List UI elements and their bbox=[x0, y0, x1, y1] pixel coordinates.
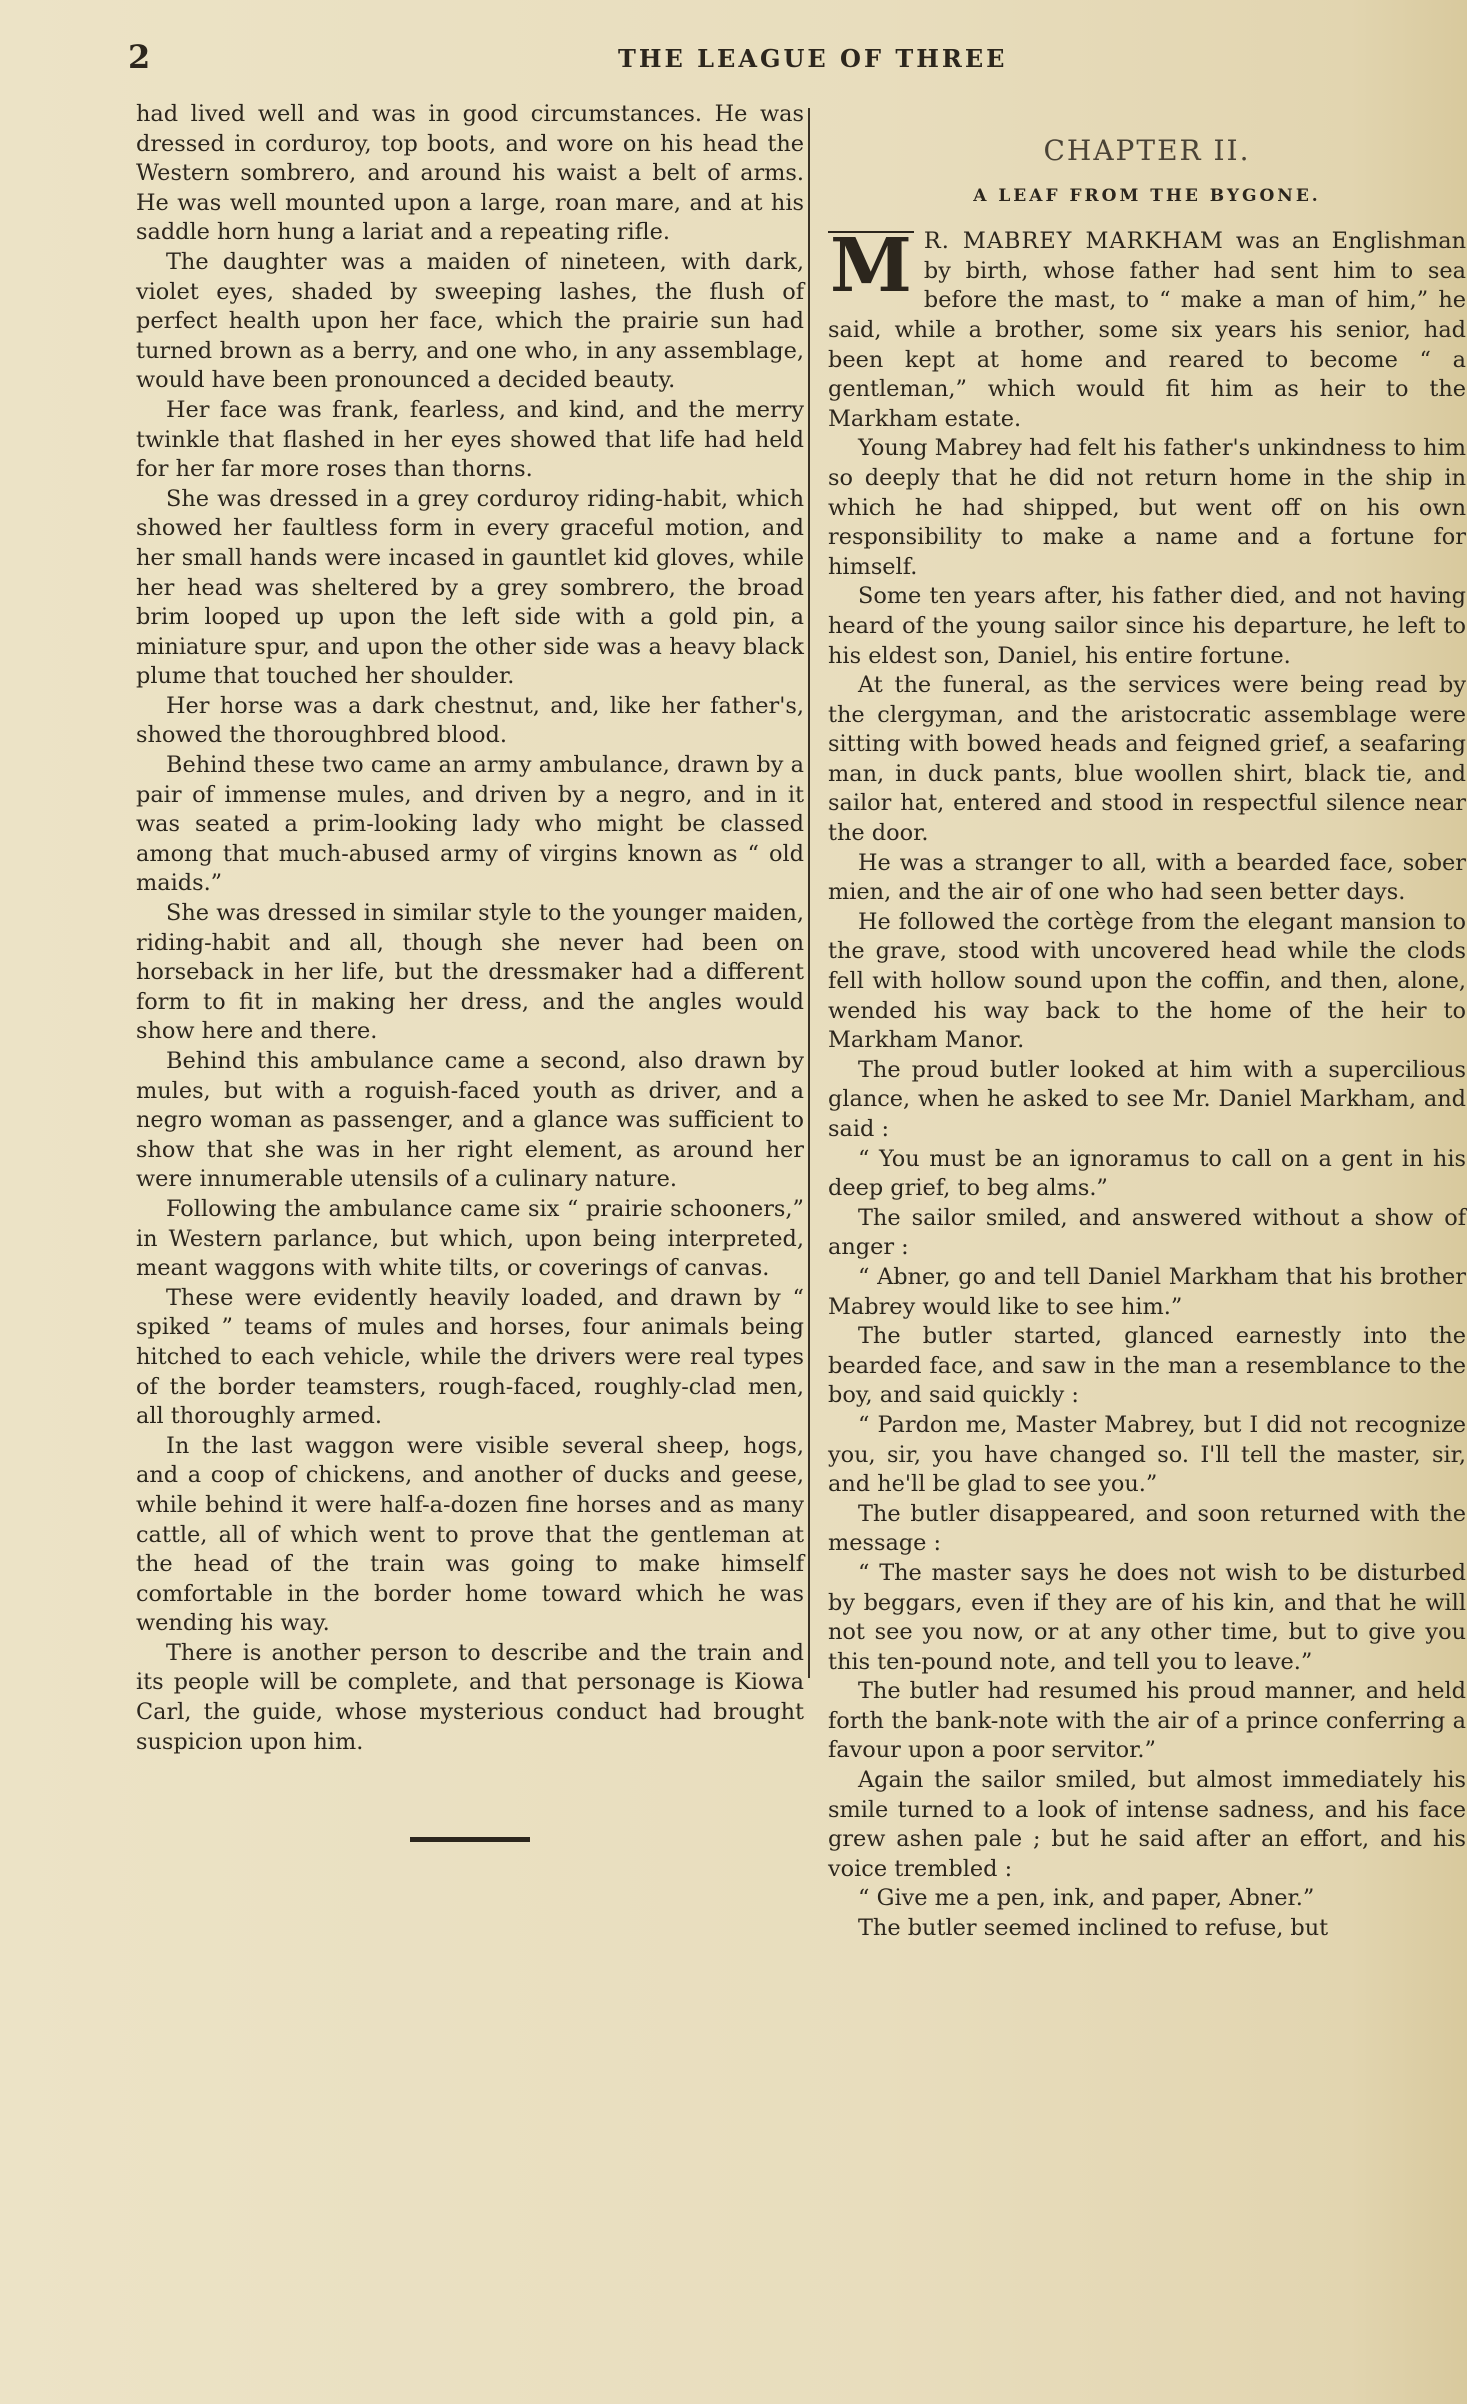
paragraph: She was dressed in a grey corduroy riding-habit, which showed her faultless form in every graceful motion, and her small hands were incased in gauntlet kid gloves, while her head was sheltered by a grey sombrero, the broad brim looped up upon the left side with a gold pin, a miniature spur, and upon the other side was a heavy black plume that touched her shoulder. bbox=[136, 485, 804, 690]
paragraph: Some ten years after, his father died, and not having heard of the young sailor since his departure, he left to his eldest son, Daniel, his entire fortune. bbox=[828, 583, 1466, 669]
page-number: 2 bbox=[128, 38, 151, 76]
paragraph: “ Give me a pen, ink, and paper, Abner.” bbox=[858, 1885, 1315, 1912]
paragraph: The daughter was a maiden of nineteen, with dark, violet eyes, shaded by sweeping lashes, the flush of perfect health upon her face, which the prairie sun had turned brown as a berry, and one who, in any assemblage, would have been pronounced a decided beauty. bbox=[136, 248, 804, 394]
paragraph: There is another person to describe and the train and its people will be complete, and that personage is Kiowa Carl, the guide, whose mysterious conduct had brought suspicion upon him. bbox=[136, 1639, 804, 1755]
paragraph: He followed the cortège from the elegant mansion to the grave, stood with uncovered head while the clods fell with hollow sound upon the coffin, and then, alone, wended his way back to the home of the heir to Markham Manor. bbox=[828, 908, 1466, 1054]
page-header bbox=[128, 38, 1428, 78]
section-end-rule bbox=[410, 1837, 530, 1842]
paragraph: The sailor smiled, and answered without a show of anger : bbox=[828, 1204, 1466, 1261]
chapter-subtitle: A LEAF FROM THE BYGONE. bbox=[973, 185, 1321, 206]
paragraph: Her face was frank, fearless, and kind, and the merry twinkle that flashed in her eyes showed that life had held for her far more roses than thorns. bbox=[136, 396, 804, 483]
paragraph: The butler seemed inclined to refuse, but bbox=[858, 1915, 1329, 1942]
paragraph: Following the ambulance came six “ prairie schooners,” in Western parlance, but which, upon being interpreted, meant waggons with white tilts, or coverings of canvas. bbox=[136, 1195, 804, 1282]
opening-text: was an Englishman by birth, whose father had sent him to sea before the mast, to “ make a man of him,” he said, while a brother, some six years his senior, had been kept at home and reared to become “ a gentleman,” which would fit him as heir to the Markham estate. bbox=[828, 228, 1466, 432]
running-title: THE LEAGUE OF THREE bbox=[618, 44, 1008, 73]
drop-cap: M bbox=[830, 223, 912, 310]
paragraph: “ Pardon me, Master Mabrey, but I did not recognize you, sir, you have changed so. I'll tell the master, sir, and he'll be glad to see you.” bbox=[828, 1411, 1466, 1498]
right-column bbox=[828, 100, 1466, 1944]
lead-words: R. MABREY MARKHAM bbox=[923, 228, 1224, 255]
paragraph: The butler disappeared, and soon returned with the message : bbox=[828, 1500, 1466, 1557]
paragraph: Again the sailor smiled, but almost immediately his smile turned to a look of intense sadness, and his face grew ashen pale ; but he said after an effort, and his voice trembled : bbox=[828, 1767, 1466, 1882]
paragraph: He was a stranger to all, with a bearded face, sober mien, and the air of one who had seen better days. bbox=[828, 849, 1466, 906]
paragraph: Behind these two came an army ambulance, drawn by a pair of immense mules, and driven by a negro, and in it was seated a prim-looking lady who might be classed among that much-abused army of virgins known as “ old maids.” bbox=[136, 752, 804, 897]
paragraph: The butler had resumed his proud manner, and held forth the bank-note with the air of a prince conferring a favour upon a poor servitor.” bbox=[828, 1678, 1466, 1764]
paragraph: Her horse was a dark chestnut, and, like her father's, showed the thoroughbred blood. bbox=[136, 692, 804, 749]
paragraph: At the funeral, as the services were being read by the clergyman, and the aristocratic assemblage were sitting with bowed heads and feigned grief, a seafaring man, in duck pants, blue woollen shirt, black tie, and sailor hat, entered and stood in respectful silence near the door. bbox=[828, 672, 1466, 847]
paragraph: The proud butler looked at him with a supercilious glance, when he asked to see Mr. Daniel Markham, and said : bbox=[828, 1056, 1466, 1142]
chapter-title: CHAPTER II. bbox=[1043, 134, 1251, 167]
column-divider bbox=[808, 108, 810, 1678]
paragraph: “ You must be an ignoramus to call on a gent in his deep grief, to beg alms.” bbox=[828, 1145, 1466, 1202]
chapter-opening-paragraph bbox=[828, 223, 1466, 434]
paragraph: She was dressed in similar style to the younger maiden, riding-habit and all, though she never had been on horseback in her life, but the dressmaker had a different form to fit in making her dress, and the angles would show here and there. bbox=[136, 900, 804, 1045]
paragraph: “ Abner, go and tell Daniel Markham that his brother Mabrey would like to see him.” bbox=[828, 1263, 1466, 1320]
paragraph: Behind this ambulance came a second, also drawn by mules, but with a roguish-faced youth as driver, and a negro woman as passenger, and a glance was sufficient to show that she was in her right element, as around her were innumerable utensils of a culinary nature. bbox=[136, 1048, 804, 1193]
paragraph: These were evidently heavily loaded, and drawn by “ spiked ” teams of mules and horses, four animals being hitched to each vehicle, while the drivers were real types of the border teamsters, rough-faced, roughly-clad men, all thoroughly armed. bbox=[136, 1284, 804, 1430]
left-column bbox=[136, 100, 804, 1842]
paragraph: “ The master says he does not wish to be disturbed by beggars, even if they are of his kin, and that he will not see you now, or at any other time, but to give you this ten-pound note, and tell you to leave.” bbox=[828, 1559, 1466, 1675]
paragraph: The butler started, glanced earnestly into the bearded face, and saw in the man a resemblance to the boy, and said quickly : bbox=[828, 1323, 1466, 1409]
paragraph: had lived well and was in good circumstances. He was dressed in corduroy, top boots, and wore on his head the Western sombrero, and around his waist a belt of arms. He was well mounted upon a large, roan mare, and at his saddle horn hung a lariat and a repeating rifle. bbox=[136, 101, 804, 246]
paragraph: Young Mabrey had felt his father's unkindness to him so deeply that he did not return home in the ship in which he had shipped, but went off on his own responsibility to make a name and a fortune for himself. bbox=[828, 435, 1466, 580]
paragraph: In the last waggon were visible several sheep, hogs, and a coop of chickens, and another of ducks and geese, while behind it were half-a-dozen fine horses and as many cattle, all of which went to prove that the gentleman at the head of the train was going to make himself comfortable in the border home toward which he was wending his way. bbox=[136, 1432, 804, 1637]
